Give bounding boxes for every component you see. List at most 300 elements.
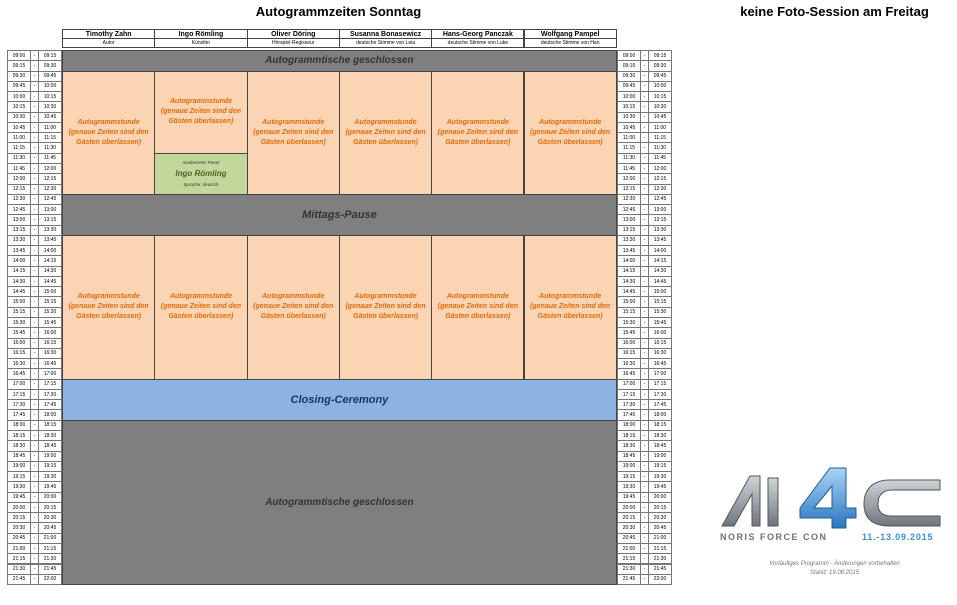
time-start-right: 20:00 [617, 502, 641, 513]
time-start-left: 14:30 [7, 276, 31, 287]
guest-role: deutsche Stimme von Luke [431, 38, 524, 48]
logo-letter-i [768, 478, 778, 526]
time-start-left: 11:15 [7, 142, 31, 153]
time-end-left: 09:30 [38, 60, 62, 71]
time-start-right: 14:30 [617, 276, 641, 287]
time-end-right: 18:30 [648, 430, 672, 441]
logo-dates: 11.-13.09.2015 [862, 532, 934, 542]
time-dash-left: - [30, 142, 39, 153]
panel-block [154, 153, 247, 195]
time-end-left: 16:30 [38, 348, 62, 359]
time-dash-right: - [640, 60, 649, 71]
time-end-left: 09:45 [38, 71, 62, 82]
time-end-right: 14:30 [648, 266, 672, 277]
time-start-left: 10:30 [7, 112, 31, 123]
time-dash-right: - [640, 71, 649, 82]
time-start-left: 15:45 [7, 327, 31, 338]
time-start-right: 21:30 [617, 564, 641, 575]
time-dash-right: - [640, 502, 649, 513]
time-end-left: 20:15 [38, 502, 62, 513]
time-dash-left: - [30, 461, 39, 472]
lunch-block: Mittags-Pause [62, 194, 617, 236]
time-dash-right: - [640, 564, 649, 575]
time-dash-left: - [30, 307, 39, 318]
time-dash-right: - [640, 512, 649, 523]
time-start-right: 18:30 [617, 440, 641, 451]
time-end-left: 19:00 [38, 451, 62, 462]
time-dash-right: - [640, 204, 649, 215]
time-dash-right: - [640, 81, 649, 92]
time-start-left: 21:45 [7, 574, 31, 585]
panel-name: Ingo Römling [175, 169, 227, 179]
time-start-left: 13:30 [7, 235, 31, 246]
time-dash-right: - [640, 276, 649, 287]
time-dash-left: - [30, 553, 39, 564]
time-end-left: 11:30 [38, 142, 62, 153]
time-end-left: 13:15 [38, 214, 62, 225]
time-end-right: 22:00 [648, 574, 672, 585]
time-start-right: 19:00 [617, 461, 641, 472]
time-dash-right: - [640, 153, 649, 164]
time-start-right: 21:00 [617, 543, 641, 554]
footer-note: Vorläufiges Programm - Änderungen vorbehalten [769, 561, 900, 567]
guest-name: Timothy Zahn [62, 29, 155, 39]
time-end-right: 17:30 [648, 389, 672, 400]
time-start-right: 11:30 [617, 153, 641, 164]
time-start-left: 10:45 [7, 122, 31, 133]
time-start-right: 19:30 [617, 481, 641, 492]
time-dash-left: - [30, 266, 39, 277]
guest-role: Hörspiel-Regisseur [247, 38, 340, 48]
session-block-afternoon: Autogrammstunde (genaue Zeiten sind den Gästen überlassen) [524, 235, 617, 380]
time-start-right: 13:30 [617, 235, 641, 246]
time-end-left: 15:15 [38, 296, 62, 307]
time-start-left: 18:15 [7, 430, 31, 441]
time-dash-right: - [640, 255, 649, 266]
time-start-left: 20:00 [7, 502, 31, 513]
time-end-left: 21:45 [38, 564, 62, 575]
time-end-right: 21:45 [648, 564, 672, 575]
time-start-right: 09:45 [617, 81, 641, 92]
time-dash-right: - [640, 327, 649, 338]
time-start-right: 14:00 [617, 255, 641, 266]
guest-role: deutsche Stimme von Han [524, 38, 617, 48]
time-end-left: 10:15 [38, 91, 62, 102]
time-dash-left: - [30, 286, 39, 297]
session-block-morning: Autogrammstunde (genaue Zeiten sind den Gästen überlassen) [247, 71, 340, 195]
time-end-right: 13:30 [648, 225, 672, 236]
time-start-right: 15:45 [617, 327, 641, 338]
time-start-right: 18:00 [617, 420, 641, 431]
time-dash-left: - [30, 430, 39, 441]
session-block-afternoon: Autogrammstunde (genaue Zeiten sind den Gästen überlassen) [339, 235, 432, 380]
time-start-right: 10:15 [617, 101, 641, 112]
time-dash-left: - [30, 81, 39, 92]
time-end-left: 19:30 [38, 471, 62, 482]
time-end-right: 10:45 [648, 112, 672, 123]
time-start-left: 15:15 [7, 307, 31, 318]
time-end-right: 21:30 [648, 553, 672, 564]
time-dash-right: - [640, 492, 649, 503]
time-dash-right: - [640, 451, 649, 462]
time-end-left: 16:45 [38, 358, 62, 369]
time-end-left: 19:15 [38, 461, 62, 472]
time-dash-right: - [640, 214, 649, 225]
time-start-left: 19:00 [7, 461, 31, 472]
time-start-left: 10:00 [7, 91, 31, 102]
time-dash-right: - [640, 543, 649, 554]
guest-name: Ingo Römling [154, 29, 247, 39]
time-dash-right: - [640, 91, 649, 102]
time-end-left: 21:15 [38, 543, 62, 554]
time-end-left: 13:45 [38, 235, 62, 246]
time-end-left: 16:15 [38, 338, 62, 349]
time-end-right: 20:15 [648, 502, 672, 513]
time-dash-left: - [30, 204, 39, 215]
time-start-right: 15:30 [617, 317, 641, 328]
time-start-left: 09:30 [7, 71, 31, 82]
time-end-right: 21:15 [648, 543, 672, 554]
nfc-logo [712, 464, 952, 544]
time-start-right: 13:45 [617, 245, 641, 256]
time-end-left: 14:45 [38, 276, 62, 287]
time-end-left: 12:15 [38, 173, 62, 184]
time-dash-left: - [30, 50, 39, 61]
time-end-left: 14:00 [38, 245, 62, 256]
time-end-right: 10:30 [648, 101, 672, 112]
time-start-right: 18:15 [617, 430, 641, 441]
time-dash-left: - [30, 358, 39, 369]
time-end-right: 09:45 [648, 71, 672, 82]
time-start-left: 20:45 [7, 533, 31, 544]
time-end-right: 12:30 [648, 184, 672, 195]
time-start-left: 19:15 [7, 471, 31, 482]
time-start-left: 14:45 [7, 286, 31, 297]
time-dash-right: - [640, 553, 649, 564]
time-start-left: 09:45 [7, 81, 31, 92]
time-start-left: 11:45 [7, 163, 31, 174]
time-dash-left: - [30, 502, 39, 513]
time-dash-right: - [640, 163, 649, 174]
time-dash-right: - [640, 173, 649, 184]
time-start-left: 17:45 [7, 409, 31, 420]
closed-block-evening: Autogrammtische geschlossen [62, 420, 617, 585]
time-dash-left: - [30, 451, 39, 462]
time-start-right: 12:45 [617, 204, 641, 215]
time-dash-left: - [30, 173, 39, 184]
time-dash-left: - [30, 379, 39, 390]
time-dash-left: - [30, 245, 39, 256]
time-dash-left: - [30, 163, 39, 174]
time-end-left: 15:00 [38, 286, 62, 297]
time-end-left: 15:45 [38, 317, 62, 328]
logo-letter-n [722, 476, 760, 526]
time-dash-left: - [30, 235, 39, 246]
time-dash-right: - [640, 522, 649, 533]
time-end-left: 10:30 [38, 101, 62, 112]
time-dash-right: - [640, 112, 649, 123]
time-dash-right: - [640, 235, 649, 246]
time-end-left: 10:00 [38, 81, 62, 92]
time-end-left: 18:30 [38, 430, 62, 441]
time-dash-left: - [30, 214, 39, 225]
time-dash-right: - [640, 399, 649, 410]
time-start-right: 10:00 [617, 91, 641, 102]
time-end-left: 21:30 [38, 553, 62, 564]
time-dash-right: - [640, 574, 649, 585]
time-dash-left: - [30, 564, 39, 575]
time-end-left: 11:45 [38, 153, 62, 164]
time-end-left: 18:00 [38, 409, 62, 420]
panel-language: Sprache: deutsch [183, 182, 219, 188]
time-dash-left: - [30, 440, 39, 451]
time-end-left: 16:00 [38, 327, 62, 338]
time-end-right: 17:00 [648, 368, 672, 379]
time-end-right: 21:00 [648, 533, 672, 544]
time-start-left: 11:30 [7, 153, 31, 164]
time-end-left: 21:00 [38, 533, 62, 544]
time-end-right: 11:30 [648, 142, 672, 153]
panel-type: moderiertes Panel [182, 160, 220, 166]
time-end-left: 13:00 [38, 204, 62, 215]
time-end-right: 17:15 [648, 379, 672, 390]
time-end-left: 12:30 [38, 184, 62, 195]
guest-name: Wolfgang Pampel [524, 29, 617, 39]
time-end-right: 15:30 [648, 307, 672, 318]
guest-role: Künstler [154, 38, 247, 48]
time-start-right: 15:00 [617, 296, 641, 307]
time-dash-right: - [640, 142, 649, 153]
guest-name: Oliver Döring [247, 29, 340, 39]
time-end-right: 18:00 [648, 409, 672, 420]
page-title: Autogrammzeiten Sonntag [255, 4, 422, 19]
time-dash-left: - [30, 122, 39, 133]
time-dash-left: - [30, 255, 39, 266]
time-end-left: 17:00 [38, 368, 62, 379]
session-block-afternoon: Autogrammstunde (genaue Zeiten sind den Gästen überlassen) [247, 235, 340, 380]
time-dash-left: - [30, 184, 39, 195]
time-start-left: 21:15 [7, 553, 31, 564]
time-start-left: 16:15 [7, 348, 31, 359]
time-start-right: 10:45 [617, 122, 641, 133]
time-start-left: 16:00 [7, 338, 31, 349]
session-block-morning: Autogrammstunde (genaue Zeiten sind den Gästen überlassen) [524, 71, 617, 195]
time-start-right: 14:45 [617, 286, 641, 297]
time-end-right: 11:15 [648, 132, 672, 143]
time-end-left: 20:45 [38, 522, 62, 533]
time-end-right: 19:15 [648, 461, 672, 472]
time-start-left: 12:30 [7, 194, 31, 205]
time-end-left: 18:15 [38, 420, 62, 431]
time-start-left: 16:30 [7, 358, 31, 369]
time-start-left: 12:00 [7, 173, 31, 184]
time-dash-left: - [30, 112, 39, 123]
time-dash-right: - [640, 245, 649, 256]
time-start-left: 13:15 [7, 225, 31, 236]
time-start-right: 17:00 [617, 379, 641, 390]
time-end-right: 09:30 [648, 60, 672, 71]
logo-letter-c [864, 480, 940, 526]
time-start-left: 21:00 [7, 543, 31, 554]
time-start-right: 12:15 [617, 184, 641, 195]
time-dash-right: - [640, 440, 649, 451]
time-dash-left: - [30, 481, 39, 492]
time-start-left: 09:00 [7, 50, 31, 61]
session-block-morning: Autogrammstunde (genaue Zeiten sind den Gästen überlassen) [431, 71, 524, 195]
time-start-right: 19:45 [617, 492, 641, 503]
time-start-left: 18:45 [7, 451, 31, 462]
time-end-right: 13:00 [648, 204, 672, 215]
time-start-left: 14:15 [7, 266, 31, 277]
time-end-left: 11:15 [38, 132, 62, 143]
time-start-right: 13:00 [617, 214, 641, 225]
session-block-morning: Autogrammstunde (genaue Zeiten sind den Gästen überlassen) [62, 71, 155, 195]
closed-block-morning: Autogrammtische geschlossen [62, 50, 617, 72]
time-start-left: 16:45 [7, 368, 31, 379]
time-end-right: 20:30 [648, 512, 672, 523]
time-dash-left: - [30, 276, 39, 287]
time-start-right: 12:30 [617, 194, 641, 205]
session-block-morning: Autogrammstunde (genaue Zeiten sind den Gästen überlassen) [154, 71, 247, 154]
time-end-right: 11:00 [648, 122, 672, 133]
time-end-right: 09:15 [648, 50, 672, 61]
time-dash-left: - [30, 338, 39, 349]
time-start-left: 21:30 [7, 564, 31, 575]
time-end-left: 14:30 [38, 266, 62, 277]
time-end-left: 22:00 [38, 574, 62, 585]
session-block-afternoon: Autogrammstunde (genaue Zeiten sind den Gästen überlassen) [431, 235, 524, 380]
time-dash-left: - [30, 368, 39, 379]
time-end-left: 12:00 [38, 163, 62, 174]
time-dash-right: - [640, 379, 649, 390]
time-end-left: 15:30 [38, 307, 62, 318]
time-dash-left: - [30, 132, 39, 143]
time-start-right: 16:30 [617, 358, 641, 369]
time-start-right: 21:15 [617, 553, 641, 564]
time-dash-right: - [640, 348, 649, 359]
time-dash-left: - [30, 543, 39, 554]
time-dash-right: - [640, 338, 649, 349]
time-end-right: 10:00 [648, 81, 672, 92]
time-end-right: 12:15 [648, 173, 672, 184]
time-start-right: 17:30 [617, 399, 641, 410]
time-start-right: 18:45 [617, 451, 641, 462]
time-end-left: 14:15 [38, 255, 62, 266]
closing-ceremony-block: Closing-Ceremony [62, 379, 617, 421]
time-dash-left: - [30, 317, 39, 328]
time-dash-right: - [640, 225, 649, 236]
time-start-left: 13:00 [7, 214, 31, 225]
time-dash-left: - [30, 60, 39, 71]
time-start-right: 19:15 [617, 471, 641, 482]
time-start-right: 09:00 [617, 50, 641, 61]
time-dash-right: - [640, 358, 649, 369]
time-end-right: 16:45 [648, 358, 672, 369]
time-dash-right: - [640, 307, 649, 318]
time-dash-left: - [30, 420, 39, 431]
time-dash-right: - [640, 420, 649, 431]
time-dash-left: - [30, 153, 39, 164]
time-start-left: 11:00 [7, 132, 31, 143]
time-dash-left: - [30, 471, 39, 482]
time-start-left: 13:45 [7, 245, 31, 256]
time-dash-left: - [30, 296, 39, 307]
time-dash-right: - [640, 122, 649, 133]
time-dash-left: - [30, 101, 39, 112]
guest-role: Autor [62, 38, 155, 48]
session-block-afternoon: Autogrammstunde (genaue Zeiten sind den Gästen überlassen) [62, 235, 155, 380]
time-start-left: 17:15 [7, 389, 31, 400]
time-start-right: 20:45 [617, 533, 641, 544]
time-start-right: 11:15 [617, 142, 641, 153]
time-start-right: 12:00 [617, 173, 641, 184]
time-start-right: 17:45 [617, 409, 641, 420]
time-dash-left: - [30, 71, 39, 82]
time-start-right: 20:30 [617, 522, 641, 533]
time-end-right: 10:15 [648, 91, 672, 102]
time-start-left: 18:30 [7, 440, 31, 451]
time-end-right: 20:00 [648, 492, 672, 503]
time-start-right: 14:15 [617, 266, 641, 277]
time-end-left: 17:45 [38, 399, 62, 410]
time-start-left: 12:15 [7, 184, 31, 195]
time-dash-right: - [640, 286, 649, 297]
time-dash-left: - [30, 492, 39, 503]
time-dash-right: - [640, 266, 649, 277]
guest-name: Hans-Georg Panczak [431, 29, 524, 39]
time-end-left: 09:15 [38, 50, 62, 61]
guest-role: deutsche Stimme von Leia [339, 38, 432, 48]
time-end-right: 12:45 [648, 194, 672, 205]
time-end-right: 15:15 [648, 296, 672, 307]
time-start-left: 17:30 [7, 399, 31, 410]
time-dash-right: - [640, 101, 649, 112]
time-start-right: 16:15 [617, 348, 641, 359]
time-dash-right: - [640, 317, 649, 328]
side-title: keine Foto-Session am Freitag [740, 4, 929, 19]
time-end-left: 17:30 [38, 389, 62, 400]
session-block-afternoon: Autogrammstunde (genaue Zeiten sind den Gästen überlassen) [154, 235, 247, 380]
time-start-right: 09:15 [617, 60, 641, 71]
time-start-right: 11:45 [617, 163, 641, 174]
time-end-right: 14:00 [648, 245, 672, 256]
time-end-right: 15:45 [648, 317, 672, 328]
time-start-right: 15:15 [617, 307, 641, 318]
time-start-right: 09:30 [617, 71, 641, 82]
time-start-left: 10:15 [7, 101, 31, 112]
time-end-right: 19:45 [648, 481, 672, 492]
time-end-right: 19:30 [648, 471, 672, 482]
time-dash-right: - [640, 184, 649, 195]
time-dash-right: - [640, 481, 649, 492]
time-end-right: 13:15 [648, 214, 672, 225]
time-dash-right: - [640, 132, 649, 143]
time-end-right: 16:15 [648, 338, 672, 349]
logo-superscript: th [848, 514, 854, 520]
time-start-left: 17:00 [7, 379, 31, 390]
session-block-morning: Autogrammstunde (genaue Zeiten sind den Gästen überlassen) [339, 71, 432, 195]
time-end-right: 17:45 [648, 399, 672, 410]
footer-date: Stand: 19.08.2015 [809, 570, 860, 576]
time-dash-right: - [640, 461, 649, 472]
time-dash-right: - [640, 389, 649, 400]
time-start-right: 20:15 [617, 512, 641, 523]
logo-con-name: NORIS FORCE CON [720, 532, 828, 542]
time-end-left: 20:00 [38, 492, 62, 503]
time-dash-right: - [640, 296, 649, 307]
time-dash-left: - [30, 522, 39, 533]
time-start-right: 11:00 [617, 132, 641, 143]
